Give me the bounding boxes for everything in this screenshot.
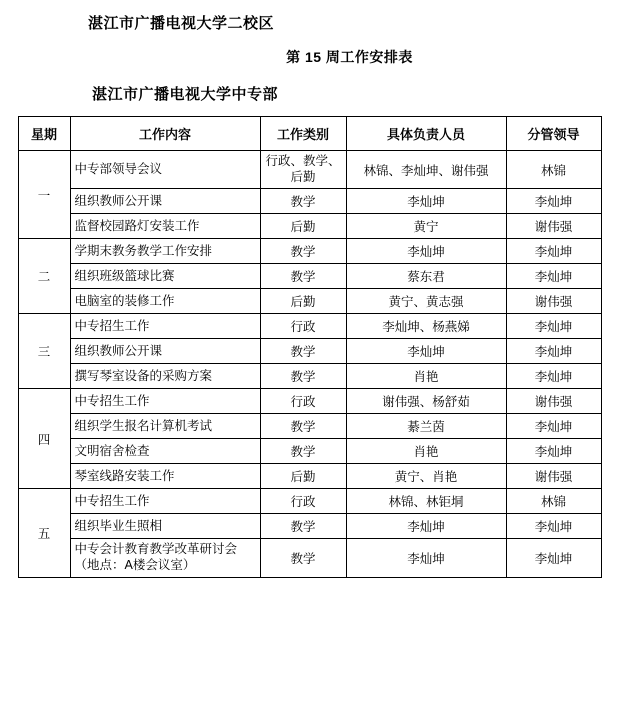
cell-work-content: 撰写琴室设备的采购方案 xyxy=(70,364,260,389)
cell-day: 三 xyxy=(18,314,70,389)
work-schedule-table xyxy=(18,116,602,578)
cell-leader: 李灿坤 xyxy=(506,314,601,339)
table-row xyxy=(18,439,601,464)
cell-leader: 林锦 xyxy=(506,151,601,189)
cell-work-content: 组织班级篮球比赛 xyxy=(70,264,260,289)
cell-responsible-persons: 李灿坤 xyxy=(346,539,506,577)
cell-responsible-persons: 綦兰茵 xyxy=(346,414,506,439)
table-row xyxy=(18,264,601,289)
cell-work-content: 电脑室的装修工作 xyxy=(70,289,260,314)
cell-work-type: 教学 xyxy=(260,439,346,464)
cell-leader: 李灿坤 xyxy=(506,439,601,464)
column-header-persons: 具体负责人员 xyxy=(346,117,506,151)
cell-work-type: 教学 xyxy=(260,364,346,389)
column-header-leader: 分管领导 xyxy=(506,117,601,151)
cell-work-content: 中专招生工作 xyxy=(70,389,260,414)
cell-responsible-persons: 黄宁、黄志强 xyxy=(346,289,506,314)
table-row xyxy=(18,214,601,239)
cell-responsible-persons: 肖艳 xyxy=(346,439,506,464)
cell-day: 一 xyxy=(18,151,70,239)
cell-work-content: 文明宿舍检查 xyxy=(70,439,260,464)
document-page xyxy=(0,12,619,712)
cell-responsible-persons: 李灿坤 xyxy=(346,239,506,264)
cell-responsible-persons: 李灿坤、杨燕娣 xyxy=(346,314,506,339)
cell-work-type: 教学 xyxy=(260,339,346,364)
cell-work-content: 组织教师公开课 xyxy=(70,189,260,214)
cell-responsible-persons: 李灿坤 xyxy=(346,189,506,214)
cell-work-type: 教学 xyxy=(260,514,346,539)
cell-work-content: 组织教师公开课 xyxy=(70,339,260,364)
cell-work-content: 组织毕业生照相 xyxy=(70,514,260,539)
cell-day: 四 xyxy=(18,389,70,489)
cell-responsible-persons: 李灿坤 xyxy=(346,339,506,364)
cell-responsible-persons: 林锦、林钜垌 xyxy=(346,489,506,514)
cell-leader: 李灿坤 xyxy=(506,339,601,364)
column-header-content: 工作内容 xyxy=(70,117,260,151)
table-row xyxy=(18,289,601,314)
table-row xyxy=(18,151,601,189)
cell-work-content: 中专部领导会议 xyxy=(70,151,260,189)
cell-leader: 李灿坤 xyxy=(506,539,601,577)
cell-leader: 谢伟强 xyxy=(506,289,601,314)
cell-work-type: 行政 xyxy=(260,389,346,414)
page-subtitle: 第 15 周工作安排表 xyxy=(286,49,413,65)
cell-leader: 李灿坤 xyxy=(506,414,601,439)
cell-work-content: 学期末教务教学工作安排 xyxy=(70,239,260,264)
cell-responsible-persons: 黄宁 xyxy=(346,214,506,239)
table-row xyxy=(18,414,601,439)
page-title: 湛江市广播电视大学二校区 xyxy=(88,15,275,32)
cell-work-type: 行政 xyxy=(260,489,346,514)
cell-work-type: 后勤 xyxy=(260,214,346,239)
cell-leader: 谢伟强 xyxy=(506,214,601,239)
table-body xyxy=(18,151,601,578)
cell-leader: 李灿坤 xyxy=(506,364,601,389)
column-header-type: 工作类别 xyxy=(260,117,346,151)
cell-responsible-persons: 蔡东君 xyxy=(346,264,506,289)
cell-work-type: 后勤 xyxy=(260,464,346,489)
column-header-day: 星期 xyxy=(18,117,70,151)
cell-responsible-persons: 谢伟强、杨舒茹 xyxy=(346,389,506,414)
cell-work-type: 行政、教学、后勤 xyxy=(260,151,346,189)
cell-work-type: 教学 xyxy=(260,414,346,439)
cell-leader: 李灿坤 xyxy=(506,239,601,264)
cell-leader: 李灿坤 xyxy=(506,514,601,539)
table-row xyxy=(18,339,601,364)
cell-work-type: 教学 xyxy=(260,239,346,264)
cell-leader: 李灿坤 xyxy=(506,189,601,214)
cell-work-content: 中专招生工作 xyxy=(70,314,260,339)
cell-work-type: 教学 xyxy=(260,264,346,289)
table-row xyxy=(18,489,601,514)
table-row xyxy=(18,389,601,414)
cell-work-type: 行政 xyxy=(260,314,346,339)
cell-day: 五 xyxy=(18,489,70,577)
table-row xyxy=(18,189,601,214)
table-row xyxy=(18,539,601,577)
cell-work-type: 教学 xyxy=(260,539,346,577)
cell-day: 二 xyxy=(18,239,70,314)
cell-work-content: 琴室线路安装工作 xyxy=(70,464,260,489)
cell-work-type: 后勤 xyxy=(260,289,346,314)
cell-leader: 谢伟强 xyxy=(506,464,601,489)
cell-leader: 谢伟强 xyxy=(506,389,601,414)
cell-work-content: 组织学生报名计算机考试 xyxy=(70,414,260,439)
cell-work-content: 监督校园路灯安装工作 xyxy=(70,214,260,239)
cell-work-content: 中专招生工作 xyxy=(70,489,260,514)
cell-work-content: 中专会计教育教学改革研讨会（地点：A楼会议室） xyxy=(70,539,260,577)
cell-work-type: 教学 xyxy=(260,189,346,214)
cell-responsible-persons: 林锦、李灿坤、谢伟强 xyxy=(346,151,506,189)
table-header-row xyxy=(18,117,601,151)
table-row xyxy=(18,464,601,489)
table-row xyxy=(18,364,601,389)
table-row xyxy=(18,239,601,264)
cell-leader: 林锦 xyxy=(506,489,601,514)
section-title: 湛江市广播电视大学中专部 xyxy=(92,86,279,103)
cell-responsible-persons: 李灿坤 xyxy=(346,514,506,539)
table-row xyxy=(18,314,601,339)
cell-responsible-persons: 黄宁、肖艳 xyxy=(346,464,506,489)
cell-leader: 李灿坤 xyxy=(506,264,601,289)
table-row xyxy=(18,514,601,539)
cell-responsible-persons: 肖艳 xyxy=(346,364,506,389)
